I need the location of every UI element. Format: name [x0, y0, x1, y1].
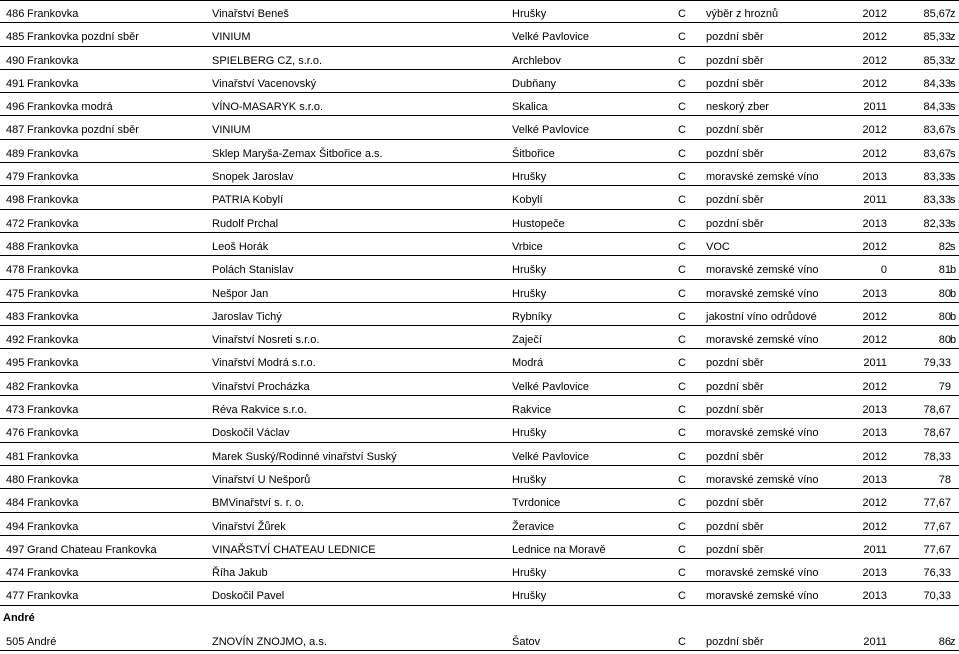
table-row: [0, 93, 959, 116]
wine-class: C: [678, 543, 686, 556]
table-row: [0, 163, 959, 186]
vintage: 2012: [862, 8, 887, 20]
wine-name: Frankovka: [27, 217, 79, 230]
wine-class: C: [678, 473, 686, 486]
section-rows: [0, 628, 959, 651]
score: 83,67: [923, 147, 951, 160]
village: Vrbice: [512, 240, 543, 253]
wine-name: Frankovka: [27, 194, 79, 207]
medal-flag: s: [950, 124, 956, 137]
producer: Réva Rakvice s.r.o.: [212, 404, 307, 417]
vintage: 2013: [862, 473, 887, 486]
producer: Vinařství Žůrek: [212, 520, 286, 533]
score: 82: [938, 240, 951, 253]
score: 80: [938, 310, 951, 323]
medal-flag: s: [950, 240, 956, 253]
table-row: [0, 140, 959, 163]
vintage: 2012: [862, 497, 887, 510]
village: Velké Pavlovice: [512, 31, 590, 44]
village: Skalica: [512, 101, 548, 114]
score: 86: [938, 635, 951, 648]
table-row: [0, 443, 959, 466]
score: 77,67: [923, 543, 951, 556]
village: Žeravice: [512, 520, 555, 533]
score: 81: [938, 264, 951, 277]
medal-flag: z: [950, 8, 956, 20]
table-row: [0, 210, 959, 233]
wine-class: C: [678, 334, 686, 347]
score: 78,33: [923, 450, 951, 463]
table-row: [0, 396, 959, 419]
village: Hrušky: [512, 8, 547, 20]
score: 70,33: [923, 590, 951, 603]
wine-name: Frankovka: [27, 380, 79, 393]
wine-class: C: [678, 310, 686, 323]
table-row: [0, 23, 959, 46]
quality-category: pozdní sběr: [706, 77, 764, 90]
medal-flag: z: [950, 54, 956, 67]
village: Hrušky: [512, 473, 547, 486]
medal-flag: s: [950, 147, 956, 160]
producer: Vinařství Vacenovský: [212, 77, 317, 90]
medal-flag: s: [950, 171, 956, 184]
score: 83,67: [923, 124, 951, 137]
quality-category: moravské zemské víno: [706, 473, 819, 486]
table-row: [0, 116, 959, 139]
table-row: [0, 466, 959, 489]
producer: ZNOVÍN ZNOJMO, a.s.: [212, 635, 327, 648]
vintage: 2012: [862, 31, 887, 44]
wine-class: C: [678, 54, 686, 67]
entry-number: 491: [6, 77, 25, 90]
quality-category: pozdní sběr: [706, 450, 764, 463]
village: Šitbořice: [512, 147, 555, 160]
village: Archlebov: [512, 54, 561, 67]
producer: Vinařství U Nešporů: [212, 473, 311, 486]
village: Hrušky: [512, 590, 547, 603]
vintage: 2013: [862, 217, 887, 230]
vintage: 2012: [862, 450, 887, 463]
wine-class: C: [678, 404, 686, 417]
quality-category: moravské zemské víno: [706, 567, 819, 580]
score: 78,67: [923, 427, 951, 440]
table-row: [0, 0, 959, 23]
table-row: [0, 280, 959, 303]
producer: Snopek Jaroslav: [212, 171, 294, 184]
wine-name: Frankovka: [27, 171, 79, 184]
table-row: [0, 233, 959, 256]
quality-category: jakostní víno odrůdové: [706, 310, 817, 323]
wine-class: C: [678, 217, 686, 230]
table-row: [0, 536, 959, 559]
entry-number: 495: [6, 357, 25, 370]
village: Velké Pavlovice: [512, 124, 590, 137]
entry-number: 485: [6, 31, 25, 44]
medal-flag: s: [950, 101, 956, 114]
wine-name: Frankovka: [27, 590, 79, 603]
entry-number: 505: [6, 635, 25, 648]
medal-flag: s: [950, 194, 956, 207]
wine-name: Frankovka: [27, 147, 79, 160]
medal-flag: b: [950, 287, 957, 300]
producer: Polách Stanislav: [212, 264, 294, 277]
vintage: 2012: [862, 380, 887, 393]
entry-number: 477: [6, 590, 25, 603]
quality-category: neskorý zber: [706, 101, 769, 114]
score: 77,67: [923, 497, 951, 510]
village: Rakvice: [512, 404, 552, 417]
village: Lednice na Moravě: [512, 543, 606, 556]
village: Velké Pavlovice: [512, 380, 590, 393]
score: 85,67: [923, 8, 951, 20]
producer: BMVinařství s. r. o.: [212, 497, 305, 510]
score: 85,33: [923, 31, 951, 44]
quality-category: pozdní sběr: [706, 54, 764, 67]
village: Hrušky: [512, 171, 547, 184]
wine-name: Frankovka: [27, 334, 79, 347]
wine-class: C: [678, 240, 686, 253]
table-row: [0, 489, 959, 512]
vintage: 2013: [862, 567, 887, 580]
wine-name: Frankovka: [27, 310, 79, 323]
vintage: 2012: [862, 310, 887, 323]
producer: Doskočil Pavel: [212, 590, 285, 603]
vintage: 2011: [863, 194, 887, 207]
wine-class: C: [678, 567, 686, 580]
vintage: 2011: [863, 543, 887, 556]
wine-class: C: [678, 124, 686, 137]
table-row: [0, 582, 959, 605]
quality-category: pozdní sběr: [706, 31, 764, 44]
village: Zaječí: [512, 334, 542, 347]
entry-number: 472: [6, 217, 25, 230]
producer: Vinařství Modrá s.r.o.: [212, 357, 316, 370]
table-row: [0, 559, 959, 582]
score: 82,33: [923, 217, 951, 230]
producer: VINIUM: [212, 31, 251, 44]
village: Velké Pavlovice: [512, 450, 590, 463]
wine-class: C: [678, 520, 686, 533]
quality-category: pozdní sběr: [706, 497, 764, 510]
wine-class: C: [678, 357, 686, 370]
score: 79: [938, 380, 951, 393]
village: Modrá: [512, 357, 544, 370]
medal-flag: b: [950, 310, 957, 323]
entry-number: 482: [6, 380, 25, 393]
quality-category: VOC: [706, 240, 730, 253]
entry-number: 494: [6, 520, 25, 533]
quality-category: pozdní sběr: [706, 147, 764, 160]
medal-flag: z: [950, 635, 956, 648]
wine-name: Frankovka: [27, 427, 79, 440]
score: 84,33: [923, 77, 951, 90]
wine-name: André: [27, 635, 57, 648]
wine-name: Frankovka pozdní sběr: [27, 31, 139, 44]
wine-class: C: [678, 590, 686, 603]
quality-category: moravské zemské víno: [706, 334, 819, 347]
vintage: 2013: [862, 171, 887, 184]
entry-number: 474: [6, 567, 25, 580]
vintage: 2011: [863, 635, 887, 648]
wine-class: C: [678, 31, 686, 44]
village: Hrušky: [512, 287, 547, 300]
village: Rybníky: [512, 310, 552, 323]
wine-class: C: [678, 380, 686, 393]
wine-name: Frankovka: [27, 520, 79, 533]
entry-number: 484: [6, 497, 25, 510]
producer: Sklep Maryša-Zemax Šitbořice a.s.: [212, 147, 383, 160]
section-header: [0, 606, 959, 628]
wine-class: C: [678, 147, 686, 160]
quality-category: moravské zemské víno: [706, 287, 819, 300]
quality-category: pozdní sběr: [706, 543, 764, 556]
village: Tvrdonice: [512, 497, 561, 510]
quality-category: moravské zemské víno: [706, 590, 819, 603]
table-row: [0, 628, 959, 651]
table-row: [0, 47, 959, 70]
entry-number: 498: [6, 194, 25, 207]
wine-name: Frankovka modrá: [27, 101, 113, 114]
entry-number: 488: [6, 240, 25, 253]
score: 83,33: [923, 194, 951, 207]
wine-class: C: [678, 635, 686, 648]
table-row: [0, 326, 959, 349]
wine-name: Frankovka: [27, 264, 79, 277]
quality-category: pozdní sběr: [706, 635, 764, 648]
entry-number: 483: [6, 310, 25, 323]
entry-number: 487: [6, 124, 25, 137]
village: Hrušky: [512, 427, 547, 440]
entry-number: 479: [6, 171, 25, 184]
entry-number: 489: [6, 147, 25, 160]
score: 77,67: [923, 520, 951, 533]
vintage: 2013: [862, 287, 887, 300]
producer: PATRIA Kobylí: [212, 194, 284, 207]
vintage: 2012: [862, 124, 887, 137]
wine-name: Frankovka: [27, 357, 79, 370]
medal-flag: z: [950, 31, 956, 44]
vintage: 2012: [862, 147, 887, 160]
score: 83,33: [923, 171, 951, 184]
wine-name: Frankovka: [27, 450, 79, 463]
entry-number: 497: [6, 543, 25, 556]
quality-category: moravské zemské víno: [706, 171, 819, 184]
vintage: 2011: [863, 101, 887, 114]
medal-flag: s: [950, 217, 956, 230]
producer: Vinařství Procházka: [212, 380, 310, 393]
quality-category: pozdní sběr: [706, 404, 764, 417]
producer: Říha Jakub: [212, 567, 268, 580]
wine-class: C: [678, 194, 686, 207]
quality-category: pozdní sběr: [706, 520, 764, 533]
score: 78,67: [923, 404, 951, 417]
entry-number: 476: [6, 427, 25, 440]
producer: VÍNO-MASARYK s.r.o.: [212, 101, 324, 114]
quality-category: pozdní sběr: [706, 357, 764, 370]
quality-category: pozdní sběr: [706, 217, 764, 230]
entry-number: 492: [6, 334, 25, 347]
wine-name: Frankovka: [27, 8, 79, 20]
vintage: 2013: [862, 590, 887, 603]
score: 78: [938, 473, 951, 486]
producer: Nešpor Jan: [212, 287, 269, 300]
score: 80: [938, 334, 951, 347]
wine-class: C: [678, 427, 686, 440]
vintage: 2013: [862, 427, 887, 440]
producer: Rudolf Prchal: [212, 217, 279, 230]
wine-name: Frankovka: [27, 287, 79, 300]
table-row: [0, 349, 959, 372]
wine-name: Grand Chateau Frankovka: [27, 543, 157, 556]
entry-number: 478: [6, 264, 25, 277]
wine-class: C: [678, 264, 686, 277]
quality-category: moravské zemské víno: [706, 264, 819, 277]
producer: Doskočil Václav: [212, 427, 290, 440]
wine-name: Frankovka: [27, 240, 79, 253]
medal-flag: b: [950, 334, 957, 347]
table-row: [0, 186, 959, 209]
table-row: [0, 373, 959, 396]
producer: Leoš Horák: [212, 240, 269, 253]
wine-name: Frankovka: [27, 473, 79, 486]
village: Hrušky: [512, 264, 547, 277]
vintage: 2013: [862, 404, 887, 417]
producer: VINIUM: [212, 124, 251, 137]
wine-name: Frankovka: [27, 77, 79, 90]
entry-number: 496: [6, 101, 25, 114]
wine-class: C: [678, 450, 686, 463]
wine-name: Frankovka: [27, 567, 79, 580]
vintage: 2012: [862, 240, 887, 253]
wine-class: C: [678, 8, 686, 20]
vintage: 0: [880, 264, 887, 277]
score: 76,33: [923, 567, 951, 580]
entry-number: 473: [6, 404, 25, 417]
producer: Marek Suský/Rodinné vinařství Suský: [212, 450, 397, 463]
wine-name: Frankovka: [27, 54, 79, 67]
quality-category: výběr z hroznů: [706, 8, 779, 20]
village: Dubňany: [512, 77, 557, 90]
quality-category: pozdní sběr: [706, 194, 764, 207]
entry-number: 486: [6, 8, 25, 20]
entry-number: 475: [6, 287, 25, 300]
vintage: 2012: [862, 77, 887, 90]
table-row: [0, 419, 959, 442]
table-row: [0, 70, 959, 93]
section-title: André: [3, 611, 35, 624]
entry-number: 481: [6, 450, 25, 463]
quality-category: pozdní sběr: [706, 124, 764, 137]
wine-name: Frankovka: [27, 497, 79, 510]
village: Kobylí: [512, 194, 543, 207]
entry-number: 480: [6, 473, 25, 486]
producer: Jaroslav Tichý: [212, 310, 282, 323]
wine-class: C: [678, 77, 686, 90]
table-row: [0, 303, 959, 326]
score: 79,33: [923, 357, 951, 370]
quality-category: pozdní sběr: [706, 380, 764, 393]
wine-class: C: [678, 101, 686, 114]
quality-category: moravské zemské víno: [706, 427, 819, 440]
score: 85,33: [923, 54, 951, 67]
score: 80: [938, 287, 951, 300]
village: Šatov: [512, 635, 541, 648]
medal-flag: b: [950, 264, 957, 277]
score: 84,33: [923, 101, 951, 114]
producer: Vinařství Beneš: [212, 8, 289, 20]
wine-name: Frankovka pozdní sběr: [27, 124, 139, 137]
producer: SPIELBERG CZ, s.r.o.: [212, 54, 323, 67]
vintage: 2012: [862, 520, 887, 533]
vintage: 2011: [863, 357, 887, 370]
wine-class: C: [678, 171, 686, 184]
table-row: [0, 513, 959, 536]
entry-number: 490: [6, 54, 25, 67]
village: Hustopeče: [512, 217, 565, 230]
table-row: [0, 256, 959, 279]
wine-class: C: [678, 497, 686, 510]
vintage: 2012: [862, 334, 887, 347]
medal-flag: s: [950, 77, 956, 90]
wine-class: C: [678, 287, 686, 300]
producer: Vinařství Nosreti s.r.o.: [212, 334, 320, 347]
village: Hrušky: [512, 567, 547, 580]
producer: VINAŘSTVÍ CHATEAU LEDNICE: [212, 543, 376, 556]
vintage: 2012: [862, 54, 887, 67]
wine-name: Frankovka: [27, 404, 79, 417]
